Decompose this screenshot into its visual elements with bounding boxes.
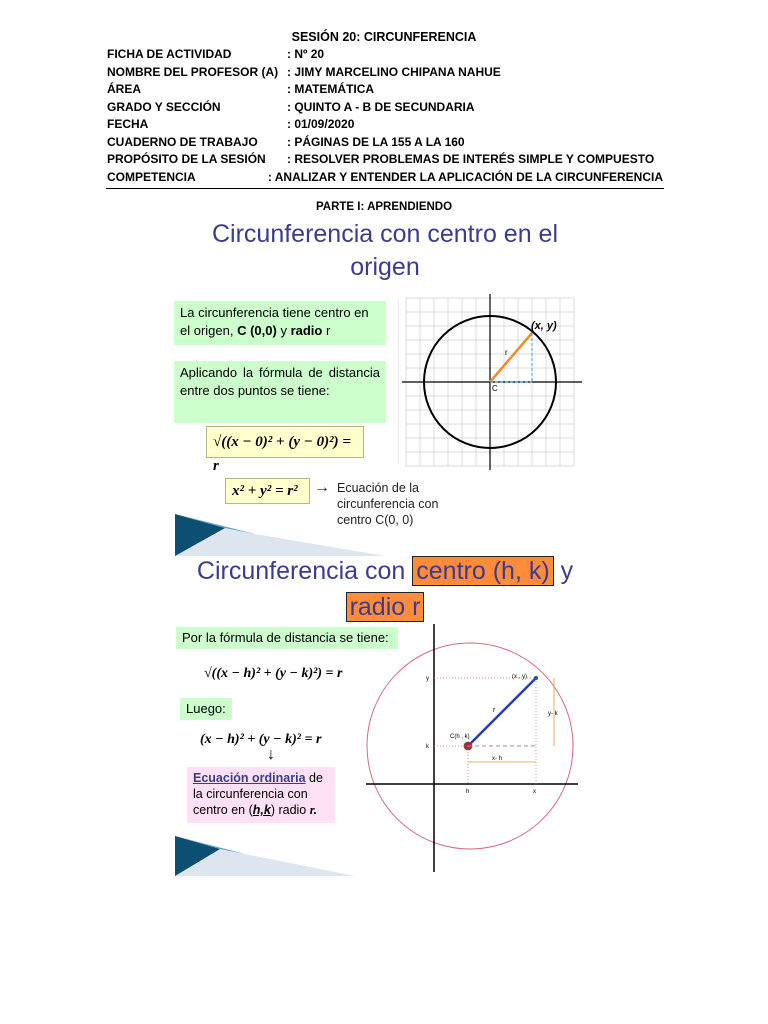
slide1-title-line1: Circunferencia con centro en el [211, 220, 559, 248]
slide-footer-ribbon [175, 836, 355, 876]
slide2-ordinary-link[interactable]: Ecuación ordinaria [193, 771, 306, 785]
slide2-axis-h-label: h [466, 789, 470, 795]
slide2-ordinary-text2: ) radio [270, 803, 310, 817]
slide2-axis-y-label: y [426, 676, 429, 682]
slide1-equation-formula [225, 478, 310, 504]
header-row [107, 64, 663, 82]
slide1-point-label: (x, y) [531, 320, 557, 332]
header-row [107, 46, 663, 64]
header-row-key: CUADERNO DE TRABAJO [107, 134, 258, 149]
slide2-title [175, 555, 595, 623]
slide2-dx-label: x- h [492, 756, 503, 762]
header-row [107, 169, 663, 187]
slide2-luego-text: Luego: [186, 701, 226, 716]
slide1-distance-formula [206, 426, 364, 474]
header-row-key: FECHA [107, 117, 149, 131]
header-divider [106, 188, 664, 189]
header-row-value: : MATEMÁTICA [287, 82, 375, 96]
slide2-title-line2 [175, 591, 595, 623]
header-row-value: : PÁGINAS DE LA 155 A LA 160 [287, 134, 465, 149]
slide1-c-label: C [492, 384, 498, 393]
header-row-value: : JIMY MARCELINO CHIPANA NAHUE [287, 64, 501, 79]
header-row-key: FICHA DE ACTIVIDAD [107, 47, 232, 61]
slide1-circle-graph [398, 292, 586, 472]
slide1-intro-box [174, 301, 386, 345]
slide1-and-text: y [276, 323, 291, 338]
slide2-hk-text: h,k [252, 803, 271, 817]
slide2-point-label: (x , y) [512, 674, 527, 680]
slide1-title-line2: origen [350, 253, 420, 281]
slide1-equation-formula-text: x² + y² = r² [232, 483, 298, 499]
header-row-key: ÁREA [107, 82, 142, 96]
slide1-equation-label-line3: centro C(0, 0) [337, 513, 414, 527]
slide2-title-radius: radio r [346, 592, 425, 622]
slide1-equation-label-line2: circunferencia con [337, 497, 439, 511]
header-row-value: : 01/09/2020 [287, 117, 355, 131]
slide2-axis-k-label: k [426, 744, 429, 750]
header-row [107, 116, 663, 134]
session-title: SESIÓN 20: CIRCUNFERENCIA [291, 30, 477, 44]
header-row-value: : QUINTO A - B DE SECUNDARIA [287, 99, 475, 114]
slide1-intro-text: La circunferencia tiene centro en el origen, [180, 305, 369, 338]
header-row [107, 134, 663, 152]
slide2-title-prefix: Circunferencia con [196, 557, 413, 585]
slide2-equation-formula: (x − h)² + (y − k)² = r [200, 732, 322, 747]
header-row-value: : RESOLVER PROBLEMAS DE INTERÉS SIMPLE Y COMPUESTO [287, 152, 655, 166]
header-metadata [107, 46, 663, 186]
slide2-title-and: y [553, 557, 574, 585]
slide2-intro-text: Por la fórmula de distancia se tiene: [182, 630, 389, 645]
slide2-dy-label: y- k [548, 711, 558, 717]
header-row [107, 99, 663, 117]
header-row-key: PROPÓSITO DE LA SESIÓN [107, 152, 266, 166]
header-row-key: COMPETENCIA [107, 169, 196, 184]
slide2-circle-graph [364, 620, 588, 880]
slide1-formula-intro-text: Aplicando la fórmula de distancia entre dos puntos se tiene: [180, 365, 380, 398]
slide1-equation-label-line1: Ecuación de la [337, 481, 420, 495]
slide2-axis-x-label: x [533, 789, 536, 795]
slide1-distance-formula-text: √((x − 0)² + (y − 0)²) = r [213, 434, 351, 474]
slide1-radius-line [490, 333, 532, 382]
slide2-radius-line [468, 678, 536, 746]
slide1-radio-text: radio [290, 323, 323, 338]
slide1-formula-intro-box [174, 361, 386, 423]
header-row [107, 151, 663, 169]
slide1-r-label: r [505, 348, 508, 357]
slide2-r-text: r. [309, 803, 318, 817]
header-row-key: NOMBRE DEL PROFESOR (A) [107, 64, 279, 79]
slide1-title [175, 218, 595, 284]
header-row-value: : Nº 20 [287, 47, 325, 61]
header-row [107, 81, 663, 99]
slide1-center-text: C (0,0) [237, 323, 277, 338]
slide2-center-label: C(h , k) [450, 734, 470, 740]
slide2-ordinary-equation-box [187, 767, 335, 823]
slide-divider-ribbon [175, 514, 385, 556]
slide1-arrow: → [314, 479, 330, 496]
slide2-down-arrow: ↓ [267, 746, 275, 763]
slide2-ordinary-text: de la circunferencia con centro en ( [193, 771, 323, 817]
slide1-r-text: r [322, 323, 331, 338]
slide2-title-center: centro (h, k) [412, 556, 553, 586]
slide2-distance-formula: √((x − h)² + (y − k)²) = r [204, 666, 343, 681]
header-row-key: GRADO Y SECCIÓN [107, 99, 221, 114]
slide2-r-label: r [493, 707, 496, 714]
slide2-luego-box [180, 698, 232, 720]
slide2-title-line1 [175, 555, 595, 589]
header-row-value: : ANALIZAR Y ENTENDER LA APLICACIÓN DE LA CIRCUNFERENCIA [267, 169, 663, 184]
part-label: PARTE I: APRENDIENDO [315, 201, 453, 213]
